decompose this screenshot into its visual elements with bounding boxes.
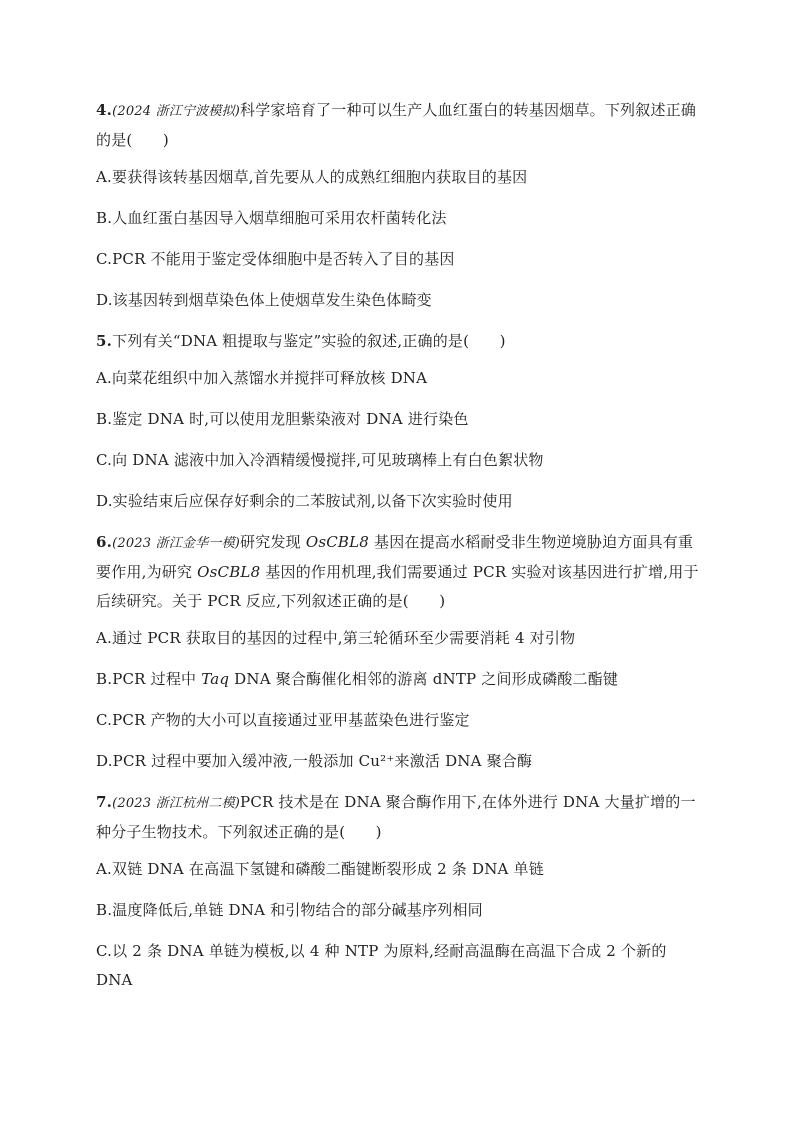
question-7-option-b: B.温度降低后,单链 DNA 和引物结合的部分碱基序列相同 [96, 901, 483, 919]
question-6-option-d: D.PCR 过程中要加入缓冲液,一般添加 Cu²⁺来激活 DNA 聚合酶 [96, 752, 533, 770]
option-text-part: B.PCR 过程中 [96, 670, 202, 688]
question-number: 4 [96, 101, 107, 119]
question-text: 科学家培育了一种可以生产人血红蛋白的转基因烟草。下列叙述正确的是( ) [96, 101, 697, 149]
question-4-option-a: A.要获得该转基因烟草,首先要从人的成熟红细胞内获取目的基因 [96, 168, 528, 186]
question-text-part: 基因在提高水稻耐受非生物逆境胁迫方面具有重要作用,为研究 [96, 533, 694, 581]
question-6-option-a: A.通过 PCR 获取目的基因的过程中,第三轮循环至少需要消耗 4 对引物 [96, 629, 576, 647]
question-5-option-d: D.实验结束后应保存好剩余的二苯胺试剂,以备下次实验时使用 [96, 492, 513, 510]
question-6-option-c: C.PCR 产物的大小可以直接通过亚甲基蓝染色进行鉴定 [96, 711, 470, 729]
enzyme-name: Taq [201, 670, 230, 688]
question-7-option-a: A.双链 DNA 在高温下氢键和磷酸二酯键断裂形成 2 条 DNA 单链 [96, 860, 544, 878]
question-6-option-b [96, 665, 706, 694]
question-4-option-d: D.该基因转到烟草染色体上使烟草发生染色体畸变 [96, 291, 432, 309]
question-source: (2024 浙江宁波模拟) [112, 104, 241, 119]
question-7-option-c: C.以 2 条 DNA 单链为模板,以 4 种 NTP 为原料,经耐高温酶在高温下合成 2 个新的 DNA [96, 942, 667, 989]
document-page [96, 96, 706, 1007]
question-text-part: 研究发现 [240, 533, 306, 551]
question-number: 6 [96, 533, 107, 551]
question-number: 7 [96, 793, 107, 811]
question-4-option-b: B.人血红蛋白基因导入烟草细胞可采用农杆菌转化法 [96, 209, 447, 227]
gene-name: OsCBL8 [305, 533, 370, 551]
question-text: PCR 技术是在 DNA 聚合酶作用下,在体外进行 DNA 大量扩增的一种分子生物技术。下列叙述正确的是( ) [96, 793, 696, 841]
gene-name: OsCBL8 [197, 563, 261, 581]
question-6-stem: 6.(2023 浙江金华一模)研究发现 OsCBL8 基因在提高水稻耐受非生物逆境胁迫方面具有重要作用,为研究 OsCBL8 基因的作用机理,我们需要通过 PCR 实验对该基因进行扩增,用于后续研究。关于 PCR 反应,下列叙述正确的是( ) [96, 533, 699, 610]
question-5-stem: 5.下列有关“DNA 粗提取与鉴定”实验的叙述,正确的是( ) [96, 332, 506, 350]
question-4-stem: 4.(2024 浙江宁波模拟)科学家培育了一种可以生产人血红蛋白的转基因烟草。下列叙述正确的是( ) [96, 101, 697, 149]
question-number: 5 [96, 332, 107, 350]
question-5-option-c: C.向 DNA 滤液中加入冷酒精缓慢搅拌,可见玻璃棒上有白色絮状物 [96, 451, 544, 469]
question-text: 下列有关“DNA 粗提取与鉴定”实验的叙述,正确的是( ) [112, 332, 506, 350]
question-source: (2023 浙江金华一模) [112, 536, 241, 551]
question-source: (2023 浙江杭州二模) [112, 796, 241, 811]
question-7-stem: 7.(2023 浙江杭州二模)PCR 技术是在 DNA 聚合酶作用下,在体外进行 DNA 大量扩增的一种分子生物技术。下列叙述正确的是( ) [96, 793, 696, 841]
question-text-part: 基因的作用机理,我们需要通过 PCR 实验对该基因进行扩增,用于后续研究。关于 PCR 反应,下列叙述正确的是( ) [96, 563, 699, 610]
question-5-option-b: B.鉴定 DNA 时,可以使用龙胆紫染液对 DNA 进行染色 [96, 410, 469, 428]
question-5-option-a: A.向菜花组织中加入蒸馏水并搅拌可释放核 DNA [96, 369, 428, 387]
option-text-part: DNA 聚合酶催化相邻的游离 dNTP 之间形成磷酸二酯键 [229, 670, 619, 688]
question-4-option-c: C.PCR 不能用于鉴定受体细胞中是否转入了目的基因 [96, 250, 455, 268]
